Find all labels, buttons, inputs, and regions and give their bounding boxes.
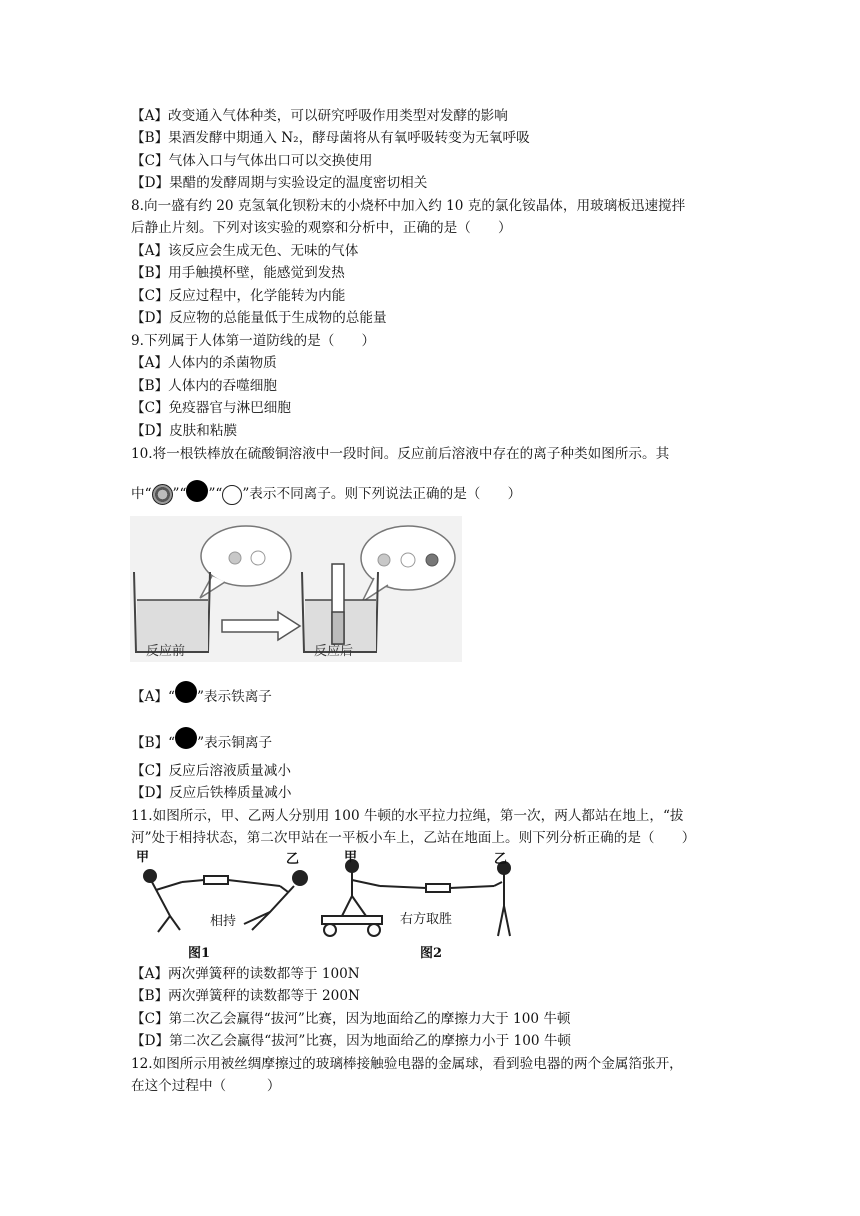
after-gray-ion <box>378 554 390 566</box>
fig2-left-body <box>342 872 352 916</box>
q11-stem-line1: 11.如图所示，甲、乙两人分别用 100 牛顿的水平拉力拉绳，第一次，两人都站在地上，“拔 <box>131 808 684 824</box>
fig2-right-arm <box>494 882 502 886</box>
black-ion-icon <box>175 727 197 749</box>
q9-option-d: 【D】皮肤和粘膜 <box>131 423 238 439</box>
fig1-right-head <box>293 871 307 885</box>
q7-option-a: 【A】改变通入气体种类，可以研究呼吸作用类型对发酵的影响 <box>131 108 508 124</box>
q9-stem: 9.下列属于人体第一道防线的是（ ） <box>131 333 376 349</box>
q10-option-b <box>131 730 272 756</box>
fig1-center-label: 相持 <box>210 914 237 929</box>
after-dark-ion <box>426 554 438 566</box>
q9-option-c: 【C】免疫器官与淋巴细胞 <box>131 400 291 416</box>
q7-option-b: 【B】果酒发酵中期通入 N₂，酵母菌将从有氧呼吸转变为无氧呼吸 <box>131 130 530 146</box>
q10-option-c: 【C】反应后溶液质量减小 <box>131 763 291 779</box>
q8-option-d: 【D】反应物的总能量低于生成物的总能量 <box>131 310 387 326</box>
fig2-caption: 图2 <box>420 946 443 961</box>
fig1-rope-left <box>182 880 204 882</box>
fig2-right-label: 乙 <box>494 852 508 867</box>
q10-option-a-suffix: ”表示铁离子 <box>196 689 272 705</box>
before-gray-ion <box>229 552 241 564</box>
fig2-left-leg <box>352 896 366 916</box>
q10-option-b-suffix: ”表示铜离子 <box>197 735 273 751</box>
before-bubble <box>201 526 291 586</box>
q9-option-a: 【A】人体内的杀菌物质 <box>131 355 277 371</box>
q10-stem-part-a: 中“ <box>131 486 152 502</box>
fig2-left-arm <box>352 880 380 886</box>
fig2-rope-left <box>380 886 426 888</box>
fig2-cart <box>322 916 382 924</box>
q9-option-b: 【B】人体内的吞噬细胞 <box>131 378 277 394</box>
q10-option-b-prefix: 【B】“ <box>131 735 176 751</box>
black-ion-icon <box>175 681 197 703</box>
fig1-spring-scale <box>204 876 228 884</box>
fig1-right-body <box>252 886 294 930</box>
q10-stem-line1: 10.将一根铁棒放在硫酸铜溶液中一段时间。反应前后溶液中存在的离子种类如图所示。其 <box>131 446 670 462</box>
q10-option-a-prefix: 【A】“ <box>131 689 175 705</box>
fig2-left-label: 甲 <box>344 850 358 865</box>
fig1-right-leg <box>244 912 270 924</box>
q8-stem-line2: 后静止片刻。下列对该实验的观察和分析中，正确的是（ ） <box>131 220 512 236</box>
figure-label-before: 反应前 <box>146 644 186 659</box>
fig2-center-label: 右方取胜 <box>400 912 453 927</box>
q10-option-d: 【D】反应后铁棒质量减小 <box>131 785 292 801</box>
q12-stem-line2: 在这个过程中（ ） <box>131 1078 281 1094</box>
q10-stem-part-c: ”“ <box>208 486 223 502</box>
fig2-right-leg <box>504 906 510 936</box>
fig1-right-arm <box>280 886 288 892</box>
q11-option-c: 【C】第二次乙会赢得“拔河”比赛，因为地面给乙的摩擦力大于 100 牛顿 <box>131 1011 571 1027</box>
q8-option-a: 【A】该反应会生成无色、无味的气体 <box>131 243 359 259</box>
fig2-rope-right <box>450 886 494 888</box>
fig2-cart-wheel-right <box>368 924 380 936</box>
gray-ion-icon <box>152 484 173 505</box>
fig1-left-label: 甲 <box>136 850 150 865</box>
fig2-spring-scale <box>426 884 450 892</box>
fig1-caption: 图1 <box>188 946 211 961</box>
q11-option-d: 【D】第二次乙会赢得“拔河”比赛，因为地面给乙的摩擦力小于 100 牛顿 <box>131 1033 572 1049</box>
black-ion-icon <box>186 480 208 502</box>
q7-option-c: 【C】气体入口与气体出口可以交换使用 <box>131 153 373 169</box>
fig1-left-head <box>144 870 156 882</box>
q8-option-b: 【B】用手触摸杯壁，能感觉到发热 <box>131 265 345 281</box>
q7-option-d: 【D】果醋的发酵周期与实验设定的温度密切相关 <box>131 175 428 191</box>
figure-label-after: 反应后 <box>314 644 354 659</box>
fig1-left-leg <box>158 916 170 932</box>
after-white-ion <box>401 553 415 567</box>
q8-option-c: 【C】反应过程中，化学能转为内能 <box>131 288 346 304</box>
q8-stem-line1: 8.向一盛有约 20 克氢氧化钡粉末的小烧杯中加入约 10 克的氯化铵晶体，用玻璃板迅速搅拌 <box>131 198 686 214</box>
fig1-right-label: 乙 <box>286 852 300 867</box>
reaction-figure <box>130 516 462 662</box>
tug-of-war-figure <box>130 846 530 964</box>
fig2-cart-wheel-left <box>324 924 336 936</box>
q11-stem-line2: 河”处于相持状态，第二次甲站在一平板小车上，乙站在地面上。则下列分析正确的是（ ） <box>131 830 696 846</box>
q10-stem-line2 <box>131 481 521 507</box>
fig1-rope-right <box>228 880 280 886</box>
q10-stem-part-b: ”“ <box>172 486 187 502</box>
q10-option-a <box>131 684 272 710</box>
white-ion-icon <box>222 485 242 505</box>
q11-option-b: 【B】两次弹簧秤的读数都等于 200N <box>131 988 360 1004</box>
q10-stem-part-d: ”表示不同离子。则下列说法正确的是（ ） <box>242 486 522 502</box>
fig1-left-arm <box>156 882 182 890</box>
q11-option-a: 【A】两次弹簧秤的读数都等于 100N <box>131 966 360 982</box>
q12-stem-line1: 12.如图所示用被丝绸摩擦过的玻璃棒接触验电器的金属球，看到验电器的两个金属箔张开， <box>131 1056 683 1072</box>
before-white-ion <box>251 551 265 565</box>
